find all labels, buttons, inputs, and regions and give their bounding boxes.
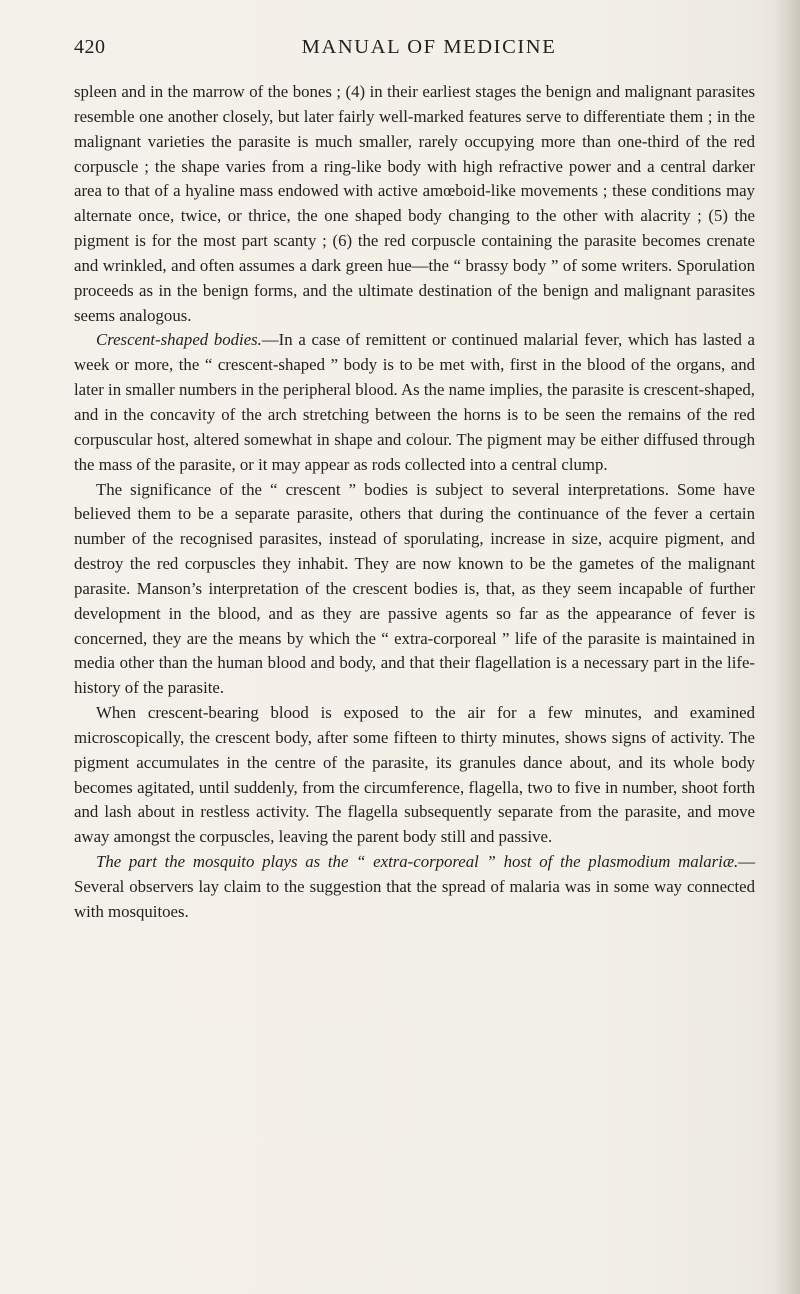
paragraph-text: spleen and in the marrow of the bones ; (4) in their earliest stages the benign and malignant parasites resemble one another closely, but later fairly well-marked features serve to differentiate them ; in the malignant varieties the parasite is much smaller, rarely occupying more than one-third of the red corpuscle ; the shape varies from a ring-like body with high refractive power and a central darker area to that of a hyaline mass endowed with active amœboid-like movements ; these conditions may alternate once, twice, or thrice, the one shaped body changing to the other with alacrity ; (5) the pigment is for the most part scanty ; (6) the red corpuscle containing the parasite becomes crenate and wrinkled, and often assumes a dark green hue—the “ brassy body ” of some writers. Sporulation proceeds as in the benign forms, and the ultimate destination of the benign and malignant parasites seems analogous.	[74, 82, 755, 325]
paragraph-flagellation	[74, 701, 755, 850]
paragraph-spleen-marrow	[74, 80, 755, 328]
running-head	[74, 36, 754, 66]
page-number: 420	[74, 36, 106, 58]
paragraph-mosquito-host	[74, 850, 755, 925]
paragraph-significance	[74, 478, 755, 702]
running-title: MANUAL OF MEDICINE	[301, 36, 557, 58]
paragraph-text: When crescent-bearing blood is exposed to the air for a few minutes, and examined microscopically, the crescent body, after some fifteen to thirty minutes, shows signs of activity. The pigment accumulates in the centre of the parasite, its granules dance about, and its whole body becomes agitated, until suddenly, from the circumference, flagella, two to five in number, shoot forth and lash about in restless activity. The flagella subsequently separate from the parasite, and move away amongst the corpuscles, leaving the parent body still and passive.	[74, 703, 755, 847]
paragraph-crescent-shaped-bodies	[74, 328, 755, 477]
body-text	[74, 80, 755, 925]
paragraph-text: The significance of the “ crescent ” bodies is subject to several interpretations. Some have believed them to be a separate parasite, others that during the continuance of the fever a certain number of the recognised parasites, instead of sporulating, increase in size, acquire pigment, and destroy the red corpuscles they inhabit. They are now known to be the gametes of the malignant parasite. Manson’s interpretation of the crescent bodies is, that, as they seem incapable of further development in the blood, and as they are passive agents so far as the appearance of fever is concerned, they are the means by which the “ extra-corporeal ” life of the parasite is maintained in media other than the human blood and body, and that their flagellation is a necessary part in the life-history of the parasite.	[74, 479, 755, 698]
section-heading: Crescent-shaped bodies.	[96, 330, 262, 350]
page-gutter-shadow	[774, 0, 800, 1294]
paragraph-text: —Several observers lay claim to the suggestion that the spread of malaria was in some way connected with mosquitoes.	[74, 852, 755, 921]
section-heading: The part the mosquito plays as the “ extra-corporeal ” host of the plasmodium malariæ.	[96, 852, 739, 872]
paragraph-text: —In a case of remittent or continued malarial fever, which has lasted a week or more, the “ crescent-shaped ” body is to be met with, first in the blood of the organs, and later in smaller numbers in the peripheral blood. As the name implies, the parasite is crescent-shaped, and in the concavity of the arch stretching between the horns is to be seen the remains of the red corpuscular host, altered somewhat in shape and colour. The pigment may be either diffused through the mass of the parasite, or it may appear as rods collected into a central clump.	[74, 330, 755, 474]
